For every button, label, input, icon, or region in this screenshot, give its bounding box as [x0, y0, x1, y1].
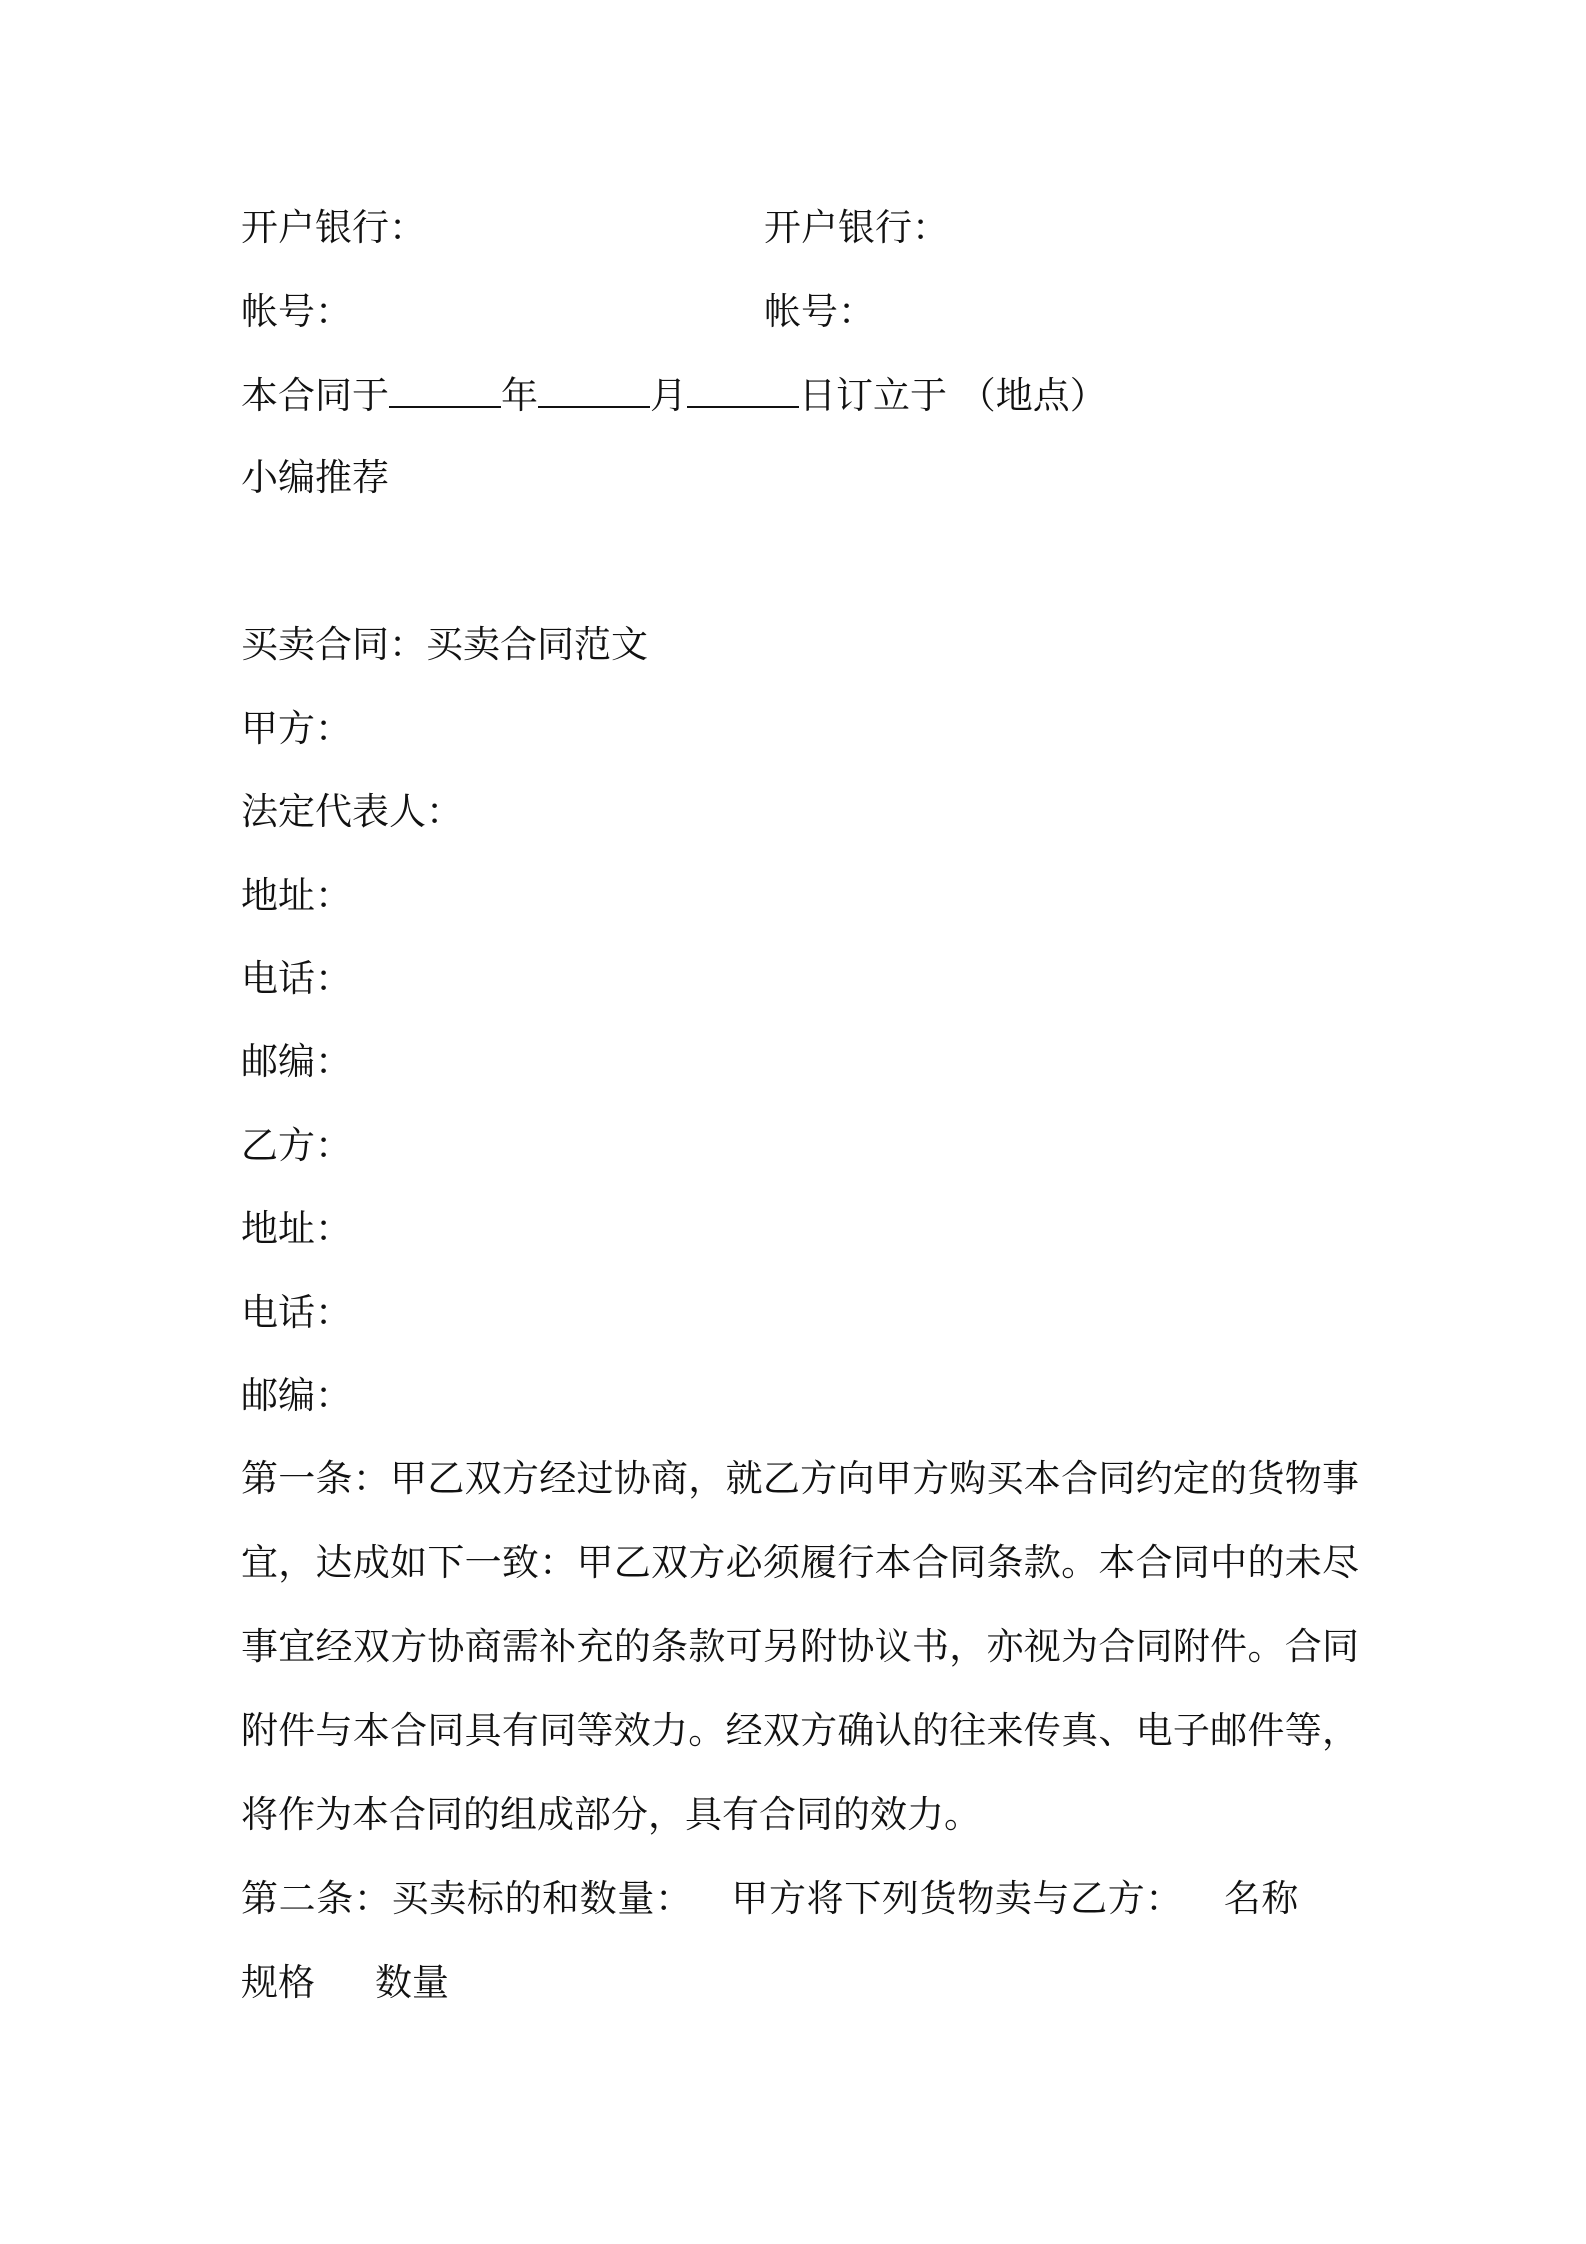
column-spec-label: 规格 [241, 1961, 315, 2004]
bank-label-left: 开户银行： [241, 206, 426, 249]
contract-title: 买卖合同：买卖合同范文 [241, 623, 648, 666]
account-label-left: 帐号： [241, 290, 352, 333]
party-a-phone: 电话： [241, 957, 352, 1000]
day-blank [687, 376, 799, 408]
bank-label-right: 开户银行： [764, 206, 949, 249]
account-row [241, 290, 875, 334]
party-a-postcode: 邮编： [241, 1040, 352, 1083]
article-2-text: 甲方将下列货物卖与乙方： [730, 1877, 1184, 1920]
party-b-address: 地址： [241, 1207, 352, 1250]
account-label-right: 帐号： [764, 290, 875, 333]
party-b-postcode: 邮编： [241, 1374, 352, 1417]
signing-date-line [241, 374, 1107, 418]
party-b-phone: 电话： [241, 1291, 352, 1334]
party-a-legal-rep: 法定代表人： [241, 790, 463, 833]
bank-row [241, 206, 949, 250]
month-label: 月 [650, 374, 687, 417]
signing-prefix: 本合同于 [241, 374, 389, 417]
article-2-paragraph [241, 1857, 1359, 2025]
recommend-label: 小编推荐 [241, 456, 389, 499]
article-2-lead: 第二条：买卖标的和数量： [241, 1877, 693, 1920]
column-name-label: 名称 [1223, 1877, 1300, 1920]
party-a-address: 地址： [241, 874, 352, 917]
party-b-label: 乙方： [241, 1124, 352, 1167]
year-blank [389, 376, 501, 408]
party-a-label: 甲方： [241, 707, 352, 750]
year-label: 年 [501, 374, 538, 417]
month-blank [538, 376, 650, 408]
column-qty-label: 数量 [375, 1961, 449, 2004]
signing-suffix: 日订立于 （地点） [799, 374, 1107, 417]
article-1-paragraph: 第一条：甲乙双方经过协商，就乙方向甲方购买本合同约定的货物事宜，达成如下一致：甲乙双方必须履行本合同条款。本合同中的未尽事宜经双方协商需补充的条款可另附协议书，亦视为合同附件。合同附件与本合同具有同等效力。经双方确认的往来传真、电子邮件等，将作为本合同的组成部分，具有合同的效力。 [241, 1457, 1359, 1836]
